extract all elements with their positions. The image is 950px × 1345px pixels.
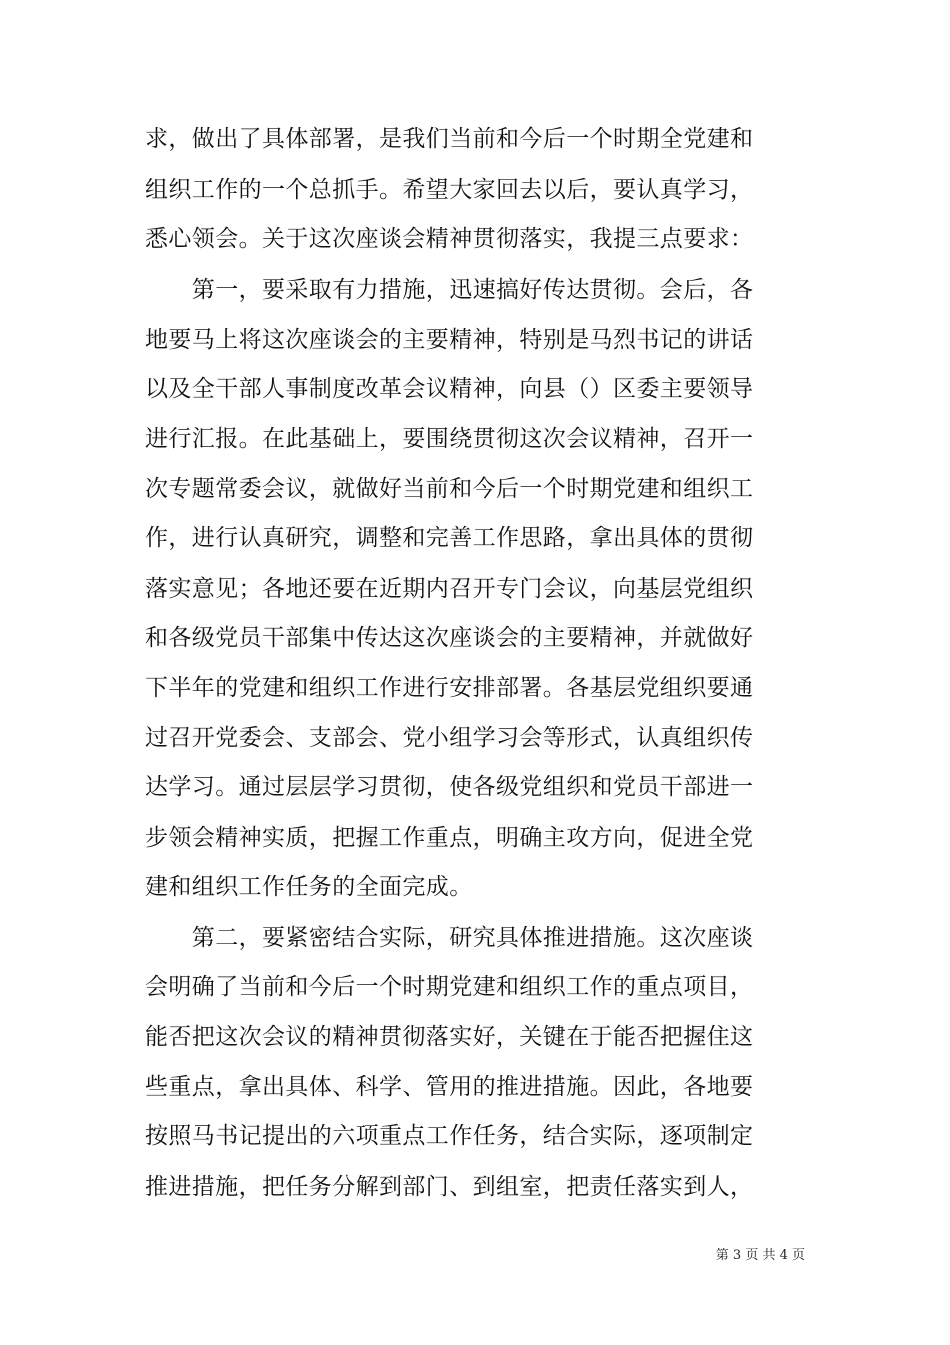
body-text-line: 次专题常委会议，就做好当前和今后一个时期党建和组织工 xyxy=(145,476,754,502)
body-text-line: 会明确了当前和今后一个时期党建和组织工作的重点项目， xyxy=(145,974,754,1000)
body-text-line: 些重点，拿出具体、科学、管用的推进措施。因此，各地要 xyxy=(145,1074,754,1100)
body-text-line: 过召开党委会、支部会、党小组学习会等形式，认真组织传 xyxy=(145,725,754,751)
body-text-line: 推进措施，把任务分解到部门、到组室，把责任落实到人， xyxy=(145,1174,754,1200)
page-number-footer: 第 3 页 共 4 页 xyxy=(715,1248,805,1263)
body-text-line: 能否把这次会议的精神贯彻落实好，关键在于能否把握住这 xyxy=(145,1024,754,1050)
body-text-line: 达学习。通过层层学习贯彻，使各级党组织和党员干部进一 xyxy=(145,774,754,800)
body-text-line: 求，做出了具体部署，是我们当前和今后一个时期全党建和 xyxy=(145,126,754,152)
body-text-line: 建和组织工作任务的全面完成。 xyxy=(145,874,473,900)
paragraph-first-line: 第一，要采取有力措施，迅速搞好传达贯彻。会后，各 xyxy=(145,277,754,303)
body-text-line: 和各级党员干部集中传达这次座谈会的主要精神，并就做好 xyxy=(145,625,754,651)
body-text-line: 按照马书记提出的六项重点工作任务，结合实际，逐项制定 xyxy=(145,1123,754,1149)
body-text-line: 下半年的党建和组织工作进行安排部署。各基层党组织要通 xyxy=(145,675,754,701)
body-text-line: 地要马上将这次座谈会的主要精神，特别是马烈书记的讲话 xyxy=(145,327,754,353)
body-text-line: 作，进行认真研究，调整和完善工作思路，拿出具体的贯彻 xyxy=(145,525,754,551)
body-text-line: 进行汇报。在此基础上，要围绕贯彻这次会议精神，召开一 xyxy=(145,426,754,452)
body-text-line: 以及全干部人事制度改革会议精神，向县（）区委主要领导 xyxy=(145,376,754,402)
body-text-line: 落实意见；各地还要在近期内召开专门会议，向基层党组织 xyxy=(145,576,754,602)
body-text-line: 悉心领会。关于这次座谈会精神贯彻落实，我提三点要求： xyxy=(145,226,754,252)
body-text-line: 组织工作的一个总抓手。希望大家回去以后，要认真学习， xyxy=(145,177,754,203)
paragraph-first-line: 第二，要紧密结合实际，研究具体推进措施。这次座谈 xyxy=(145,925,754,951)
body-text-line: 步领会精神实质，把握工作重点，明确主攻方向，促进全党 xyxy=(145,825,754,851)
